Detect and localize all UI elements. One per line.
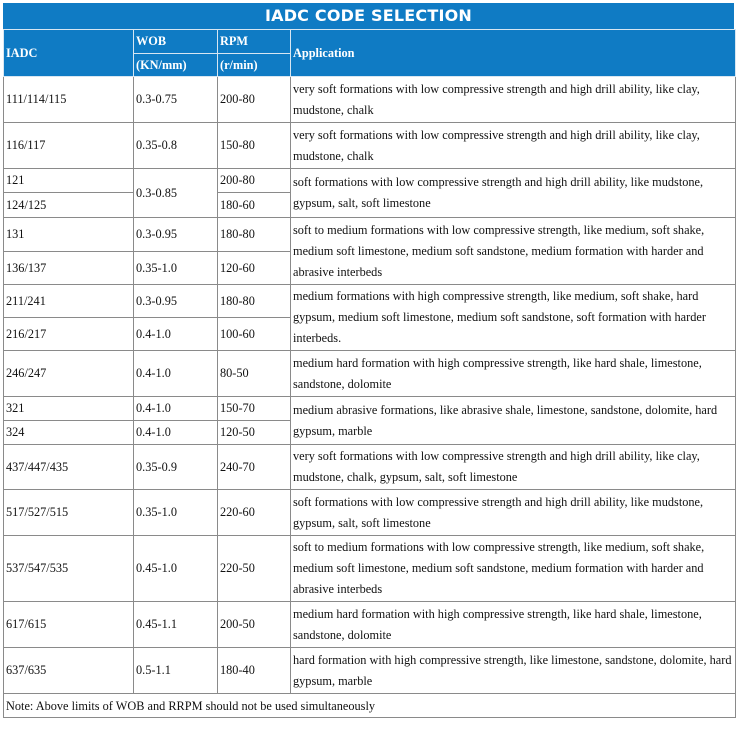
rpm-cell: 120-60 bbox=[218, 252, 291, 285]
iadc-code-cell: 136/137 bbox=[4, 252, 134, 285]
table-row bbox=[4, 218, 736, 252]
iadc-code-cell: 246/247 bbox=[4, 351, 134, 397]
wob-cell: 0.3-0.75 bbox=[134, 77, 218, 123]
header-row bbox=[4, 30, 736, 54]
wob-cell: 0.35-1.0 bbox=[134, 490, 218, 536]
iadc-code-cell: 131 bbox=[4, 218, 134, 252]
application-cell: soft formations with low compressive strength and high drill ability, like mudstone, gypsum, salt, soft limestone bbox=[291, 490, 736, 536]
table-row bbox=[4, 285, 736, 318]
wob-cell: 0.3-0.85 bbox=[134, 169, 218, 218]
iadc-code-cell: 637/635 bbox=[4, 648, 134, 694]
table-row bbox=[4, 169, 736, 193]
application-cell: medium formations with high compressive strength, like medium, soft shake, hard gypsum, medium soft limestone, medium soft sandstone, soft formation with harder interbeds. bbox=[291, 285, 736, 351]
header-wob-unit: (KN/mm) bbox=[134, 54, 218, 77]
table-row bbox=[4, 445, 736, 490]
wob-cell: 0.35-0.8 bbox=[134, 123, 218, 169]
application-cell: soft to medium formations with low compressive strength, like medium, soft shake, medium soft limestone, medium soft sandstone, medium formation with harder and abrasive interbeds bbox=[291, 218, 736, 285]
note-row bbox=[4, 694, 736, 718]
application-cell: very soft formations with low compressive strength and high drill ability, like clay, mudstone, chalk bbox=[291, 123, 736, 169]
table-row bbox=[4, 351, 736, 397]
iadc-code-cell: 216/217 bbox=[4, 318, 134, 351]
wob-cell: 0.3-0.95 bbox=[134, 218, 218, 252]
rpm-cell: 80-50 bbox=[218, 351, 291, 397]
iadc-code-cell: 321 bbox=[4, 397, 134, 421]
wob-cell: 0.4-1.0 bbox=[134, 397, 218, 421]
application-cell: very soft formations with low compressive strength and high drill ability, like clay, mudstone, chalk bbox=[291, 77, 736, 123]
application-cell: hard formation with high compressive strength, like limestone, sandstone, dolomite, hard gypsum, marble bbox=[291, 648, 736, 694]
rpm-cell: 220-60 bbox=[218, 490, 291, 536]
application-cell: soft to medium formations with low compressive strength, like medium, soft shake, medium soft limestone, medium soft sandstone, medium formation with harder and abrasive interbeds bbox=[291, 536, 736, 602]
wob-cell: 0.45-1.1 bbox=[134, 602, 218, 648]
header-rpm-unit: (r/min) bbox=[218, 54, 291, 77]
footnote: Note: Above limits of WOB and RRPM should not be used simultaneously bbox=[4, 694, 736, 718]
table-row bbox=[4, 77, 736, 123]
rpm-cell: 240-70 bbox=[218, 445, 291, 490]
table-row bbox=[4, 123, 736, 169]
rpm-cell: 100-60 bbox=[218, 318, 291, 351]
iadc-code-cell: 211/241 bbox=[4, 285, 134, 318]
table-row bbox=[4, 397, 736, 421]
rpm-cell: 150-70 bbox=[218, 397, 291, 421]
header-rpm: RPM bbox=[218, 30, 291, 54]
rpm-cell: 180-60 bbox=[218, 193, 291, 218]
rpm-cell: 200-50 bbox=[218, 602, 291, 648]
iadc-code-cell: 111/114/115 bbox=[4, 77, 134, 123]
table-row bbox=[4, 490, 736, 536]
iadc-code-cell: 617/615 bbox=[4, 602, 134, 648]
table-row bbox=[4, 648, 736, 694]
wob-cell: 0.4-1.0 bbox=[134, 351, 218, 397]
wob-cell: 0.35-1.0 bbox=[134, 252, 218, 285]
table-body bbox=[4, 30, 736, 718]
table-row bbox=[4, 602, 736, 648]
wob-cell: 0.3-0.95 bbox=[134, 285, 218, 318]
rpm-cell: 200-80 bbox=[218, 169, 291, 193]
iadc-code-cell: 517/527/515 bbox=[4, 490, 134, 536]
wob-cell: 0.5-1.1 bbox=[134, 648, 218, 694]
wob-cell: 0.4-1.0 bbox=[134, 421, 218, 445]
iadc-code-cell: 116/117 bbox=[4, 123, 134, 169]
iadc-code-cell: 124/125 bbox=[4, 193, 134, 218]
header-application: Application bbox=[291, 30, 736, 77]
application-cell: medium abrasive formations, like abrasive shale, limestone, sandstone, dolomite, hard gypsum, marble bbox=[291, 397, 736, 445]
header-iadc: IADC bbox=[4, 30, 134, 77]
wob-cell: 0.4-1.0 bbox=[134, 318, 218, 351]
iadc-code-cell: 437/447/435 bbox=[4, 445, 134, 490]
rpm-cell: 150-80 bbox=[218, 123, 291, 169]
header-wob: WOB bbox=[134, 30, 218, 54]
table-row bbox=[4, 536, 736, 602]
iadc-table bbox=[3, 29, 736, 718]
application-cell: soft formations with low compressive strength and high drill ability, like mudstone, gypsum, salt, soft limestone bbox=[291, 169, 736, 218]
application-cell: medium hard formation with high compressive strength, like hard shale, limestone, sandstone, dolomite bbox=[291, 351, 736, 397]
rpm-cell: 220-50 bbox=[218, 536, 291, 602]
iadc-code-cell: 121 bbox=[4, 169, 134, 193]
rpm-cell: 120-50 bbox=[218, 421, 291, 445]
application-cell: very soft formations with low compressive strength and high drill ability, like clay, mudstone, chalk, gypsum, salt, soft limestone bbox=[291, 445, 736, 490]
wob-cell: 0.35-0.9 bbox=[134, 445, 218, 490]
application-cell: medium hard formation with high compressive strength, like hard shale, limestone, sandstone, dolomite bbox=[291, 602, 736, 648]
iadc-code-cell: 324 bbox=[4, 421, 134, 445]
wob-cell: 0.45-1.0 bbox=[134, 536, 218, 602]
table-title: IADC CODE SELECTION bbox=[3, 3, 734, 29]
rpm-cell: 180-40 bbox=[218, 648, 291, 694]
iadc-table-panel bbox=[3, 3, 735, 718]
rpm-cell: 200-80 bbox=[218, 77, 291, 123]
rpm-cell: 180-80 bbox=[218, 218, 291, 252]
iadc-code-cell: 537/547/535 bbox=[4, 536, 134, 602]
rpm-cell: 180-80 bbox=[218, 285, 291, 318]
